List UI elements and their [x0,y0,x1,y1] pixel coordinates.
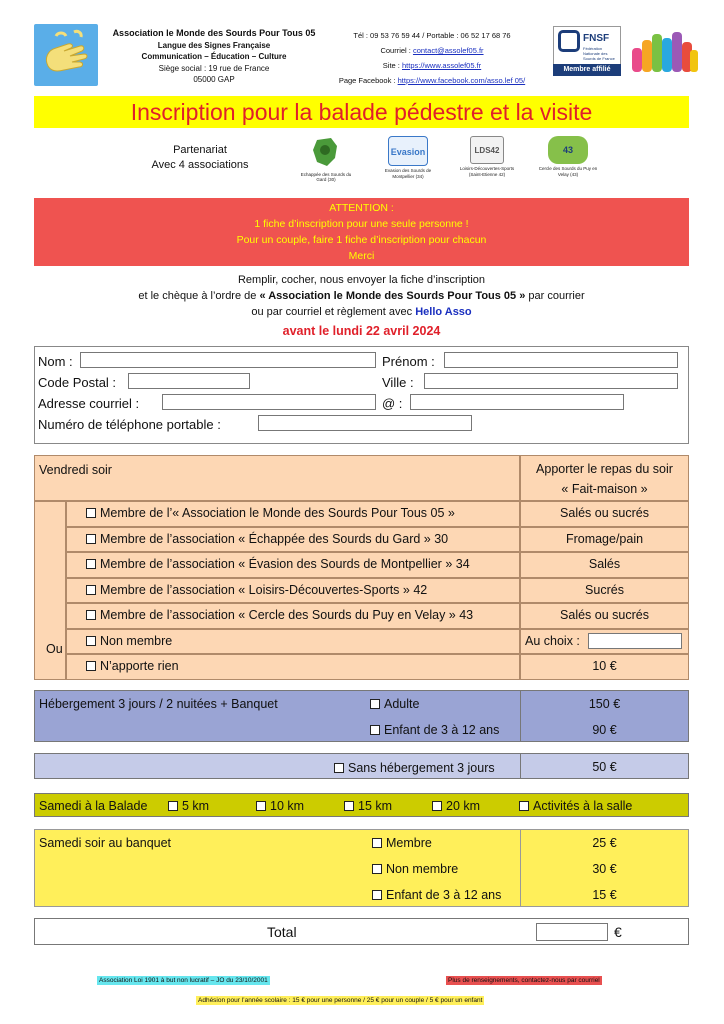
balade-5km-label: 5 km [182,799,210,813]
balade-20km-label: 20 km [446,799,481,813]
total-label: Total [267,924,297,940]
association-line-2: Communication – Éducation – Culture [141,52,287,61]
friday-header-label: Vendredi soir [39,463,112,477]
facebook-link[interactable]: https://www.facebook.com/asso.lef 05/ [397,76,526,85]
attention-line-3: Pour un couple, faire 1 fiche d’inscription pour chacun [236,234,487,246]
association-line-4: 05000 GAP [193,75,235,84]
balade-5km-option[interactable] [168,799,209,813]
balade-20km-option[interactable] [432,799,480,813]
footer-membership: Adhésion pour l’année scolaire : 15 € pour une personne / 25 € pour un couple / 5 € pour un enfant [198,997,483,1004]
friday-row-checkbox[interactable] [86,661,96,671]
facebook-label: Page Facebook : [338,76,398,85]
balade-15km-label: 15 km [358,799,393,813]
partner-logo-puy [538,136,598,177]
partner-logo-gard [298,136,354,183]
email-line [334,43,530,58]
partnership-text [120,143,280,173]
friday-row-checkbox[interactable] [86,585,96,595]
hebergement-adulte-checkbox[interactable] [370,699,380,709]
friday-header-right [520,455,689,501]
attention-title: ATTENTION : [329,202,394,214]
friday-row-option[interactable] [86,501,455,526]
au-choix-input[interactable] [588,633,682,649]
banquet-row-price: 30 € [592,862,617,876]
telephone-label: Numéro de téléphone portable : [38,417,221,432]
gard-map-icon [298,136,354,170]
fnsf-subtitle: Fédération Nationale des Sourds de France [583,46,615,61]
hello-asso-text: Hello Asso [415,306,472,318]
hebergement-adulte-price: 150 € [588,697,621,711]
nom-input[interactable] [80,352,376,368]
instructions-line-2 [34,288,689,304]
banquet-row-option[interactable] [372,888,501,902]
friday-header-left [34,455,520,501]
sans-hebergement-label: Sans hébergement 3 jours [348,761,495,775]
friday-row-value: Salés ou sucrés [560,608,649,622]
instructions-3a: ou par courriel et règlement avec [251,306,416,318]
friday-row-label: Membre de l’association « Loisirs-Découvertes-Sports » 42 [100,582,428,597]
at-label: @ : [382,396,403,411]
friday-row-checkbox[interactable] [86,559,96,569]
page-title: Inscription pour la balade pédestre et la visite [34,96,689,128]
friday-row-value: Au choix : [525,633,580,648]
balade-15km-option[interactable] [344,799,392,813]
prenom-label: Prénom : [382,354,435,369]
sign-language-hand-logo [34,24,98,86]
partnership-line-1: Partenariat [173,144,227,156]
phone-text: Tél : 09 53 76 59 44 / Portable : 06 52 17 68 76 [353,31,511,40]
attention-banner [34,198,689,266]
code-postal-input[interactable] [128,373,250,389]
partner-logo-lds42-name: Loisirs-Découvertes-Sports (Saint-Etienne 42) [459,166,515,177]
hebergement-label: Hébergement 3 jours / 2 nuitées + Banquet [39,697,278,711]
banquet-row-option[interactable] [372,836,432,850]
ville-input[interactable] [424,373,678,389]
balade-activites-label: Activités à la salle [533,799,633,813]
adresse-courriel-input[interactable] [162,394,376,410]
banquet-row-checkbox[interactable] [372,838,382,848]
ou-label: Ou [46,642,63,656]
friday-header-right-2: « Fait-maison » [561,482,648,496]
friday-row-checkbox[interactable] [86,610,96,620]
friday-row-value: 10 € [592,659,617,673]
friday-row-checkbox[interactable] [86,534,96,544]
balade-20km-checkbox[interactable] [432,801,442,811]
fnsf-mark-icon [558,30,580,52]
friday-row-label: Membre de l’association « Échappée des Sourds du Gard » 30 [100,531,449,546]
partner-logo-lds42 [456,136,518,177]
friday-row-label: Membre de l’association « Évasion des Sourds de Montpellier » 34 [100,557,470,571]
site-link[interactable]: https://www.assolef05.fr [401,61,482,70]
balade-10km-option[interactable] [256,799,304,813]
attention-line-4: Merci [348,250,375,262]
friday-row-value: Salés ou sucrés [560,506,649,520]
adresse-courriel-label: Adresse courriel : [38,396,140,411]
balade-5km-checkbox[interactable] [168,801,178,811]
deadline-text: avant le lundi 22 avril 2024 [282,324,441,338]
banquet-row-option[interactable] [372,862,458,876]
balade-label: Samedi à la Balade [39,799,148,813]
nom-label: Nom : [38,354,73,369]
instructions-line-3 [34,304,689,320]
friday-row-label: Non membre [100,633,173,648]
attention-line-2: 1 fiche d’inscription pour une seule personne ! [254,218,469,230]
banquet-row-checkbox[interactable] [372,890,382,900]
colorful-hands-logo [630,28,700,76]
hebergement-adulte-option[interactable] [370,697,419,711]
partner-logo-evasion [380,136,436,179]
total-currency: € [614,924,622,940]
friday-row-option[interactable] [86,603,473,628]
friday-row-checkbox[interactable] [86,636,96,646]
friday-header-right-1: Apporter le repas du soir [536,462,673,476]
instructions-2a: et le chèque à l’ordre de [138,290,260,302]
partnership-line-2: Avec 4 associations [151,159,249,171]
email-label: Courriel : [380,46,413,55]
balade-10km-checkbox[interactable] [256,801,266,811]
balade-10km-label: 10 km [270,799,305,813]
balade-15km-checkbox[interactable] [344,801,354,811]
puy-map-icon: 43 [548,136,588,164]
friday-row-value: Sucrés [585,582,624,597]
footer-legal: Association Loi 1901 à but non lucratif – JO du 23/10/2001 [99,977,268,984]
friday-row-value: Salés [588,557,621,571]
friday-row-checkbox[interactable] [86,508,96,518]
site-line [334,58,530,73]
facebook-line [334,73,530,88]
prenom-input[interactable] [444,352,678,368]
friday-row-option[interactable] [86,654,179,679]
banquet-row-checkbox[interactable] [372,864,382,874]
lds42-logo-icon: LDS42 [470,136,504,164]
partner-logo-puy-name: Cercle des Sourds du Puy en Velay (43) [538,166,598,177]
sans-hebergement-option[interactable] [334,761,495,775]
partner-logo-gard-name: Echappée des Sourds du Gard (30) [300,171,352,182]
sans-hebergement-price: 50 € [592,760,617,774]
fnsf-badge: Membre affilié [553,64,621,76]
footer-contact: Plus de renseignements, contactez-nous par courriel [448,977,600,984]
association-line-1: Langue des Signes Française [157,40,271,50]
friday-row-label: Membre de l’association « Cercle des Sourds du Puy en Velay » 43 [100,608,474,622]
instructions-2b: « Association le Monde des Sourds Pour Tous 05 » [259,290,526,302]
sans-hebergement-checkbox[interactable] [334,763,344,773]
hebergement-enfant-option[interactable] [370,723,499,737]
site-label: Site : [382,61,402,70]
hebergement-enfant-label: Enfant de 3 à 12 ans [384,723,500,737]
evasion-logo-icon: Evasion [388,136,428,166]
code-postal-label: Code Postal : [38,375,117,390]
ville-label: Ville : [382,375,414,390]
banquet-row-label: Membre [386,836,432,850]
friday-row-label: Membre de l’« Association le Monde des Sourds Pour Tous 05 » [100,506,455,520]
friday-row-value: Fromage/pain [565,531,644,546]
contact-info [334,28,530,88]
banquet-label: Samedi soir au banquet [39,836,172,850]
email-link[interactable]: contact@assolef05.fr [412,46,484,55]
banquet-row-label: Enfant de 3 à 12 ans [386,888,502,902]
association-info [100,28,328,86]
association-line-3: Siège social : 19 rue de France [158,63,270,73]
balade-activites-checkbox[interactable] [519,801,529,811]
hebergement-enfant-checkbox[interactable] [370,725,380,735]
fnsf-name: FNSF [583,33,610,44]
total-input[interactable] [536,923,608,941]
hebergement-enfant-price: 90 € [592,723,617,737]
friday-row-option[interactable] [86,527,448,552]
telephone-input[interactable] [258,415,472,431]
hebergement-adulte-label: Adulte [384,697,420,711]
instructions [34,272,689,320]
friday-row-label: N’apporte rien [100,659,179,673]
email-domain-input[interactable] [410,394,624,410]
banquet-row-price: 15 € [592,888,617,902]
friday-row-option[interactable] [86,629,172,654]
banquet-row-price: 25 € [592,836,617,850]
banquet-row-label: Non membre [386,862,459,876]
instructions-2c: par courrier [525,290,585,302]
friday-row-option[interactable] [86,578,427,603]
partner-logo-evasion-name: Evasion des Sourds de Montpellier (34) [384,168,432,179]
instructions-line-1: Remplir, cocher, nous envoyer la fiche d’inscription [237,274,485,286]
friday-row-option[interactable] [86,552,470,577]
association-name: Association le Monde des Sourds Pour Tous 05 [112,28,316,38]
balade-activites-option[interactable] [519,799,632,813]
